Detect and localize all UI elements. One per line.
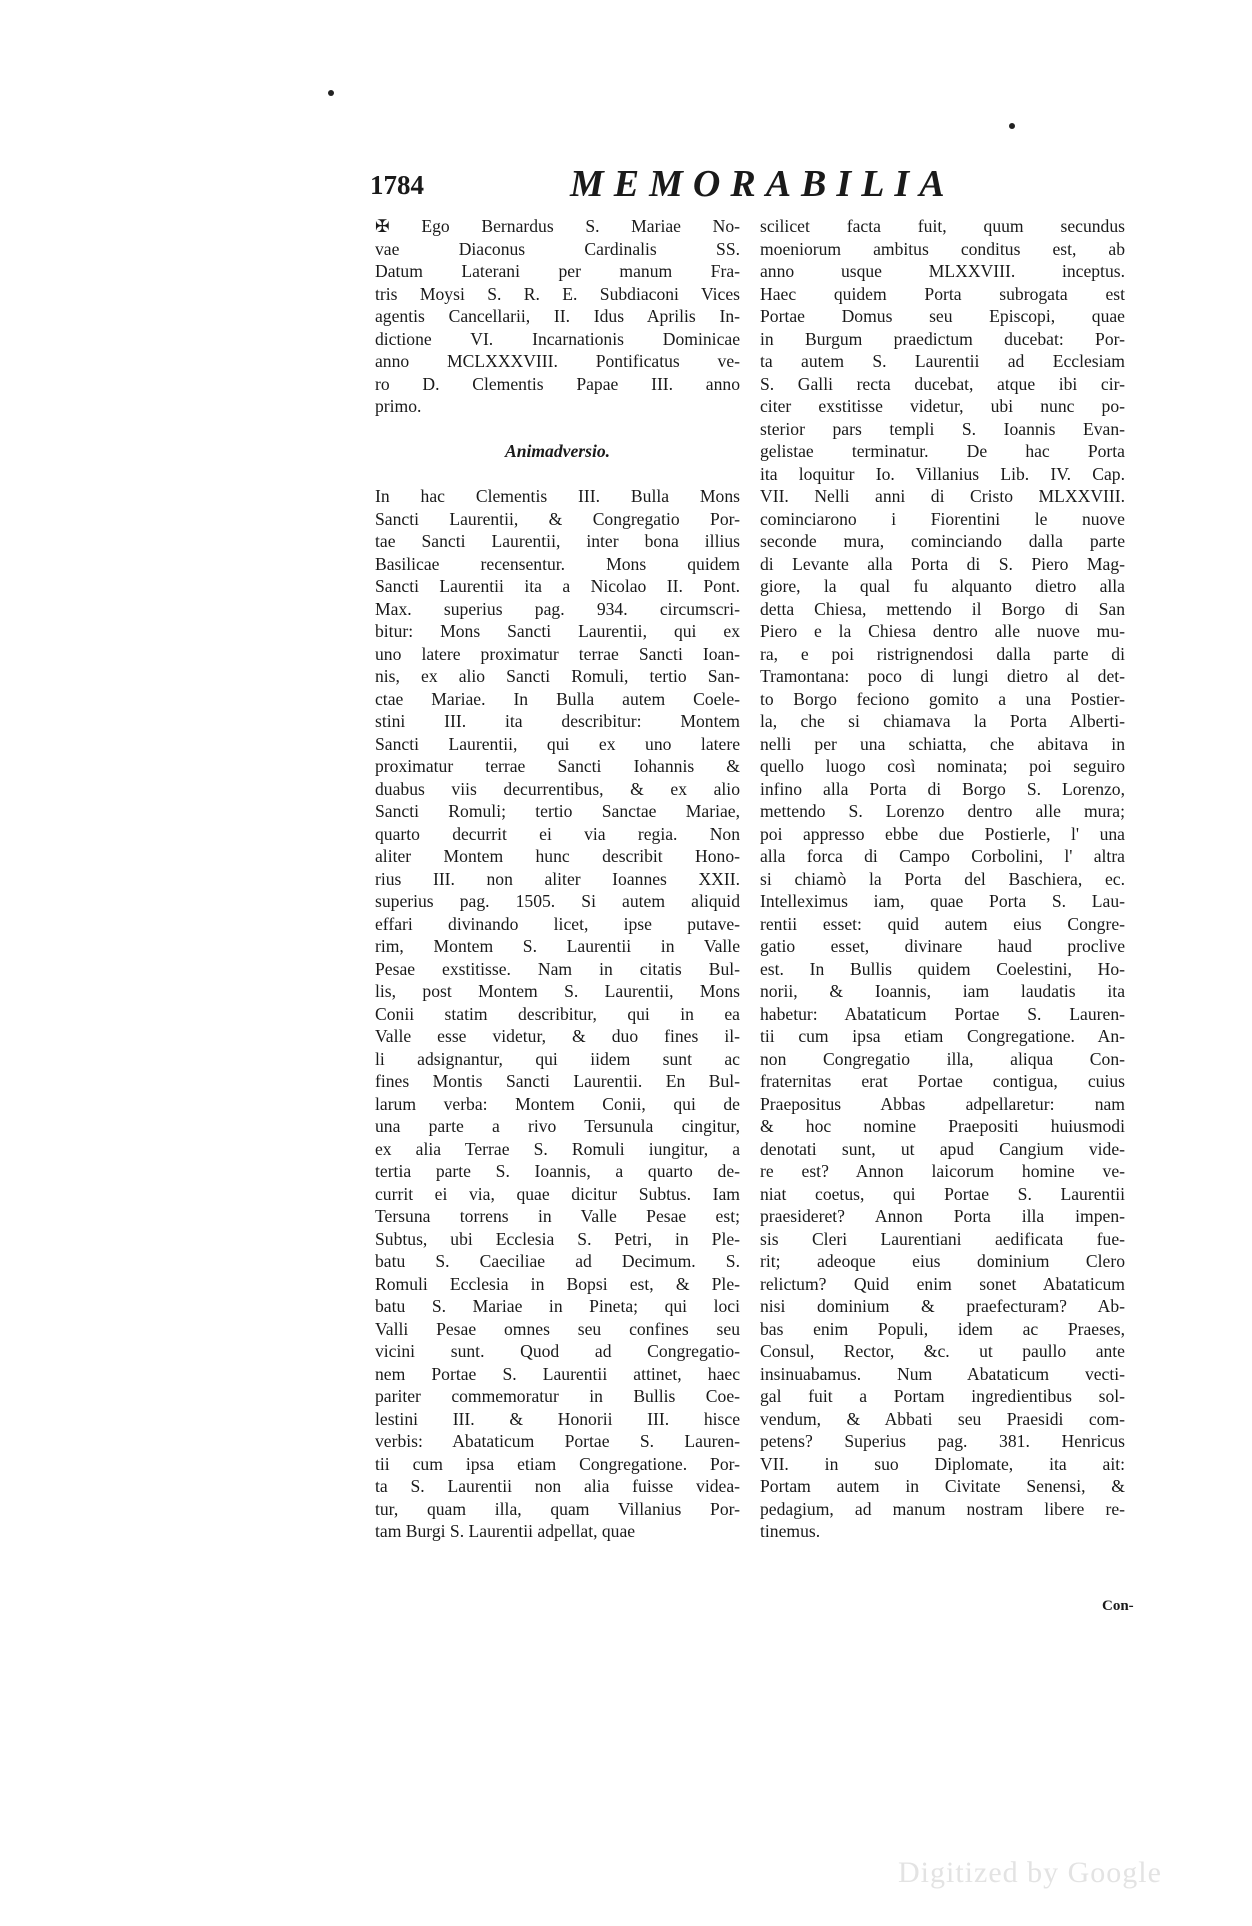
text-line: quello luogo così nominata; poi seguiro xyxy=(760,756,1125,776)
text-line: batu S. Mariae in Pineta; qui loci xyxy=(375,1296,740,1316)
text-line: rius III. non aliter Ioannes XXII. xyxy=(375,868,740,889)
text-line: Haec quidem Porta subrogata est xyxy=(760,283,1125,304)
text-line: lis, post Montem S. Laurentii, Mons xyxy=(375,981,740,1001)
text-line: batu S. Caeciliae ad Decimum. S. xyxy=(375,1251,740,1271)
text-line: duabus viis decurrentibus, & ex alio xyxy=(375,778,740,799)
text-line xyxy=(375,463,740,486)
text-line: denotati sunt, ut apud Cangium vide- xyxy=(760,1138,1125,1159)
text-line: S. Galli recta ducebat, atque ibi cir- xyxy=(760,373,1125,394)
text-line: Sancti Laurentii, & Congregatio Por- xyxy=(375,508,740,529)
text-line: scilicet facta fuit, quum secundus xyxy=(760,216,1125,236)
text-line: tam Burgi S. Laurentii adpellat, quae xyxy=(375,1521,636,1541)
text-line: pedagium, ad manum nostram libere re- xyxy=(760,1498,1125,1519)
text-line: est. In Bullis quidem Coelestini, Ho- xyxy=(760,958,1125,979)
text-line: habetur: Abataticum Portae S. Lauren- xyxy=(760,1003,1125,1024)
text-line: Portae Domus seu Episcopi, quae xyxy=(760,306,1125,326)
text-line: cominciarono i Fiorentini le nuove xyxy=(760,508,1125,529)
text-line: mettendo S. Lorenzo dentro alle mura; xyxy=(760,801,1125,821)
text-line: una parte a rivo Tersunula cingitur, xyxy=(375,1116,740,1136)
text-line: Conii statim describitur, qui in ea xyxy=(375,1003,740,1024)
text-line: tii cum ipsa etiam Congregatione. An- xyxy=(760,1026,1125,1046)
text-line: ctae Mariae. In Bulla autem Coele- xyxy=(375,688,740,709)
text-line: Romuli Ecclesia in Bopsi est, & Ple- xyxy=(375,1273,740,1294)
text-line: insinuabamus. Num Abataticum vecti- xyxy=(760,1363,1125,1384)
text-line: larum verba: Montem Conii, qui de xyxy=(375,1093,740,1114)
text-line: sis Cleri Laurentiani aedificata fue- xyxy=(760,1228,1125,1249)
page-number: 1784 xyxy=(370,170,424,200)
text-line: uno latere proximatur terrae Sancti Ioan- xyxy=(375,643,740,664)
text-line: niat coetus, qui Portae S. Laurentii xyxy=(760,1183,1125,1204)
text-line: verbis: Abataticum Portae S. Lauren- xyxy=(375,1431,740,1451)
text-line: anno MCLXXXVIII. Pontificatus ve- xyxy=(375,351,740,371)
text-line: Valle esse videtur, & duo fines il- xyxy=(375,1026,740,1046)
text-line: pariter commemoratur in Bullis Coe- xyxy=(375,1386,740,1406)
text-line: tinemus. xyxy=(760,1521,821,1541)
text-line: aliter Montem hunc describit Hono- xyxy=(375,846,740,866)
text-line: Tersuna torrens in Valle Pesae est; xyxy=(375,1206,740,1226)
text-line: Datum Laterani per manum Fra- xyxy=(375,261,740,281)
text-line: infino alla Porta di Borgo S. Lorenzo, xyxy=(760,778,1125,799)
text-line: lestini III. & Honorii III. hisce xyxy=(375,1408,740,1429)
text-line: superius pag. 1505. Si autem aliquid xyxy=(375,891,740,911)
text-line: norii, & Ioannis, iam laudatis ita xyxy=(760,981,1125,1001)
text-line: tris Moysi S. R. E. Subdiaconi Vices xyxy=(375,283,740,304)
text-line: Valli Pesae omnes seu confines seu xyxy=(375,1318,740,1339)
text-line: ✠ Ego Bernardus S. Mariae No- xyxy=(375,216,740,236)
text-line: effari divinando licet, ipse putave- xyxy=(375,913,740,934)
page-header xyxy=(370,162,1010,205)
text-line: ta autem S. Laurentii ad Ecclesiam xyxy=(760,351,1125,371)
text-line: non Congregatio illa, aliqua Con- xyxy=(760,1048,1125,1069)
text-line: poi appresso ebbe due Postierle, l' una xyxy=(760,823,1125,844)
text-line: sterior pars templi S. Ioannis Evan- xyxy=(760,418,1125,439)
text-line: Sancti Laurentii, qui ex uno latere xyxy=(375,733,740,754)
text-line: Pesae exstitisse. Nam in citatis Bul- xyxy=(375,958,740,979)
text-line: si chiamò la Porta del Baschiera, ec. xyxy=(760,868,1125,889)
text-line: ex alia Terrae S. Romuli iungitur, a xyxy=(375,1138,740,1159)
text-line: la, che si chiamava la Porta Alberti- xyxy=(760,711,1125,731)
text-line: nem Portae S. Laurentii attinet, haec xyxy=(375,1363,740,1384)
text-line: Praepositus Abbas adpellaretur: nam xyxy=(760,1093,1125,1114)
text-line: tur, quam illa, quam Villanius Por- xyxy=(375,1498,740,1519)
right-text-column xyxy=(760,215,1125,1543)
text-line: proximatur terrae Sancti Iohannis & xyxy=(375,756,740,776)
text-line: petens? Superius pag. 381. Henricus xyxy=(760,1431,1125,1451)
text-line: li adsignantur, qui iidem sunt ac xyxy=(375,1048,740,1069)
ink-speck xyxy=(328,90,334,96)
text-line: agentis Cancellarii, II. Idus Aprilis In- xyxy=(375,306,740,326)
text-line: dictione VI. Incarnationis Dominicae xyxy=(375,328,740,349)
text-line: nisi dominium & praefecturam? Ab- xyxy=(760,1296,1125,1316)
text-line: VII. Nelli anni di Cristo MLXXVIII. xyxy=(760,486,1125,506)
running-title: MEMORABILIA xyxy=(570,163,955,205)
text-line: praesideret? Annon Porta illa impen- xyxy=(760,1206,1125,1226)
text-line: relictum? Quid enim sonet Abataticum xyxy=(760,1273,1125,1294)
text-line: ita loquitur Io. Villanius Lib. IV. Cap. xyxy=(760,463,1125,484)
text-line: & hoc nomine Praepositi huiusmodi xyxy=(760,1116,1125,1136)
text-line: in Burgum praedictum ducebat: Por- xyxy=(760,328,1125,349)
text-line: moeniorum ambitus conditus est, ab xyxy=(760,238,1125,259)
text-line: Portam autem in Civitate Senensi, & xyxy=(760,1476,1125,1496)
text-line: Basilicae recensentur. Mons quidem xyxy=(375,553,740,574)
text-line: vicini sunt. Quod ad Congregatio- xyxy=(375,1341,740,1361)
text-line: anno usque MLXXVIII. inceptus. xyxy=(760,261,1125,281)
text-line xyxy=(375,418,740,441)
text-line: re est? Annon laicorum homine ve- xyxy=(760,1161,1125,1181)
text-line: vendum, & Abbati seu Praesidi com- xyxy=(760,1408,1125,1429)
text-line: Consul, Rector, &c. ut paullo ante xyxy=(760,1341,1125,1361)
text-line: fraternitas erat Portae contigua, cuius xyxy=(760,1071,1125,1091)
text-line: gal fuit a Portam ingredientibus sol- xyxy=(760,1386,1125,1406)
text-line: Animadversio. xyxy=(504,441,611,461)
text-line: fines Montis Sancti Laurentii. En Bul- xyxy=(375,1071,740,1091)
text-line: rim, Montem S. Laurentii in Valle xyxy=(375,936,740,956)
text-line: vae Diaconus Cardinalis SS. xyxy=(375,238,740,259)
text-line: giore, la qual fu alquanto dietro alla xyxy=(760,576,1125,596)
text-line: citer exstitisse videtur, ubi nunc po- xyxy=(760,396,1125,416)
text-line: gelistae terminatur. De hac Porta xyxy=(760,441,1125,461)
text-line: Tramontana: poco di lungi dietro al det- xyxy=(760,666,1125,686)
text-line: Sancti Laurentii ita a Nicolao II. Pont. xyxy=(375,576,740,596)
text-line: Subtus, ubi Ecclesia S. Petri, in Ple- xyxy=(375,1228,740,1249)
ink-speck xyxy=(1009,123,1015,129)
text-line: rit; adeoque eius dominium Clero xyxy=(760,1251,1125,1271)
text-line: gatio esset, divinare haud proclive xyxy=(760,936,1125,956)
text-line: In hac Clementis III. Bulla Mons xyxy=(375,486,740,506)
text-line: to Borgo feciono gomito a una Postier- xyxy=(760,688,1125,709)
text-line: quarto decurrit ei via regia. Non xyxy=(375,823,740,844)
text-line: tertia parte S. Ioannis, a quarto de- xyxy=(375,1161,740,1181)
text-line: Sancti Romuli; tertio Sanctae Mariae, xyxy=(375,801,740,821)
text-line: VII. in suo Diplomate, ita ait: xyxy=(760,1453,1125,1474)
text-line: stini III. ita describitur: Montem xyxy=(375,711,740,731)
text-line: bas enim Populi, idem ac Praeses, xyxy=(760,1318,1125,1339)
text-line: rentii esset: quid autem eius Congre- xyxy=(760,913,1125,934)
text-line: bitur: Mons Sancti Laurentii, qui ex xyxy=(375,621,740,641)
text-line: tae Sancti Laurentii, inter bona illius xyxy=(375,531,740,551)
text-line: Piero e la Chiesa dentro alle nuove mu- xyxy=(760,621,1125,641)
text-line: ta S. Laurentii non alia fuisse videa- xyxy=(375,1476,740,1496)
text-line: currit ei via, quae dicitur Subtus. Iam xyxy=(375,1183,740,1204)
text-line: ro D. Clementis Papae III. anno xyxy=(375,373,740,394)
text-line: ra, e poi ristrignendosi dalla parte di xyxy=(760,643,1125,664)
text-line: Max. superius pag. 934. circumscri- xyxy=(375,598,740,619)
text-line: seconde mura, cominciando dalla parte xyxy=(760,531,1125,551)
text-line: tii cum ipsa etiam Congregatione. Por- xyxy=(375,1453,740,1474)
digitization-watermark: Digitized by Google xyxy=(898,1856,1162,1889)
left-text-column xyxy=(375,215,740,1543)
text-line: detta Chiesa, mettendo il Borgo di San xyxy=(760,598,1125,619)
text-line: nis, ex alio Sancti Romuli, tertio San- xyxy=(375,666,740,686)
text-line: nelli per una schiatta, che abitava in xyxy=(760,733,1125,754)
catchword: Con- xyxy=(1102,1598,1134,1614)
text-line: primo. xyxy=(375,396,422,416)
text-line: di Levante alla Porta di S. Piero Mag- xyxy=(760,553,1125,574)
text-line: Intelleximus iam, quae Porta S. Lau- xyxy=(760,891,1125,911)
text-line: alla forca di Campo Corbolini, l' altra xyxy=(760,846,1125,866)
